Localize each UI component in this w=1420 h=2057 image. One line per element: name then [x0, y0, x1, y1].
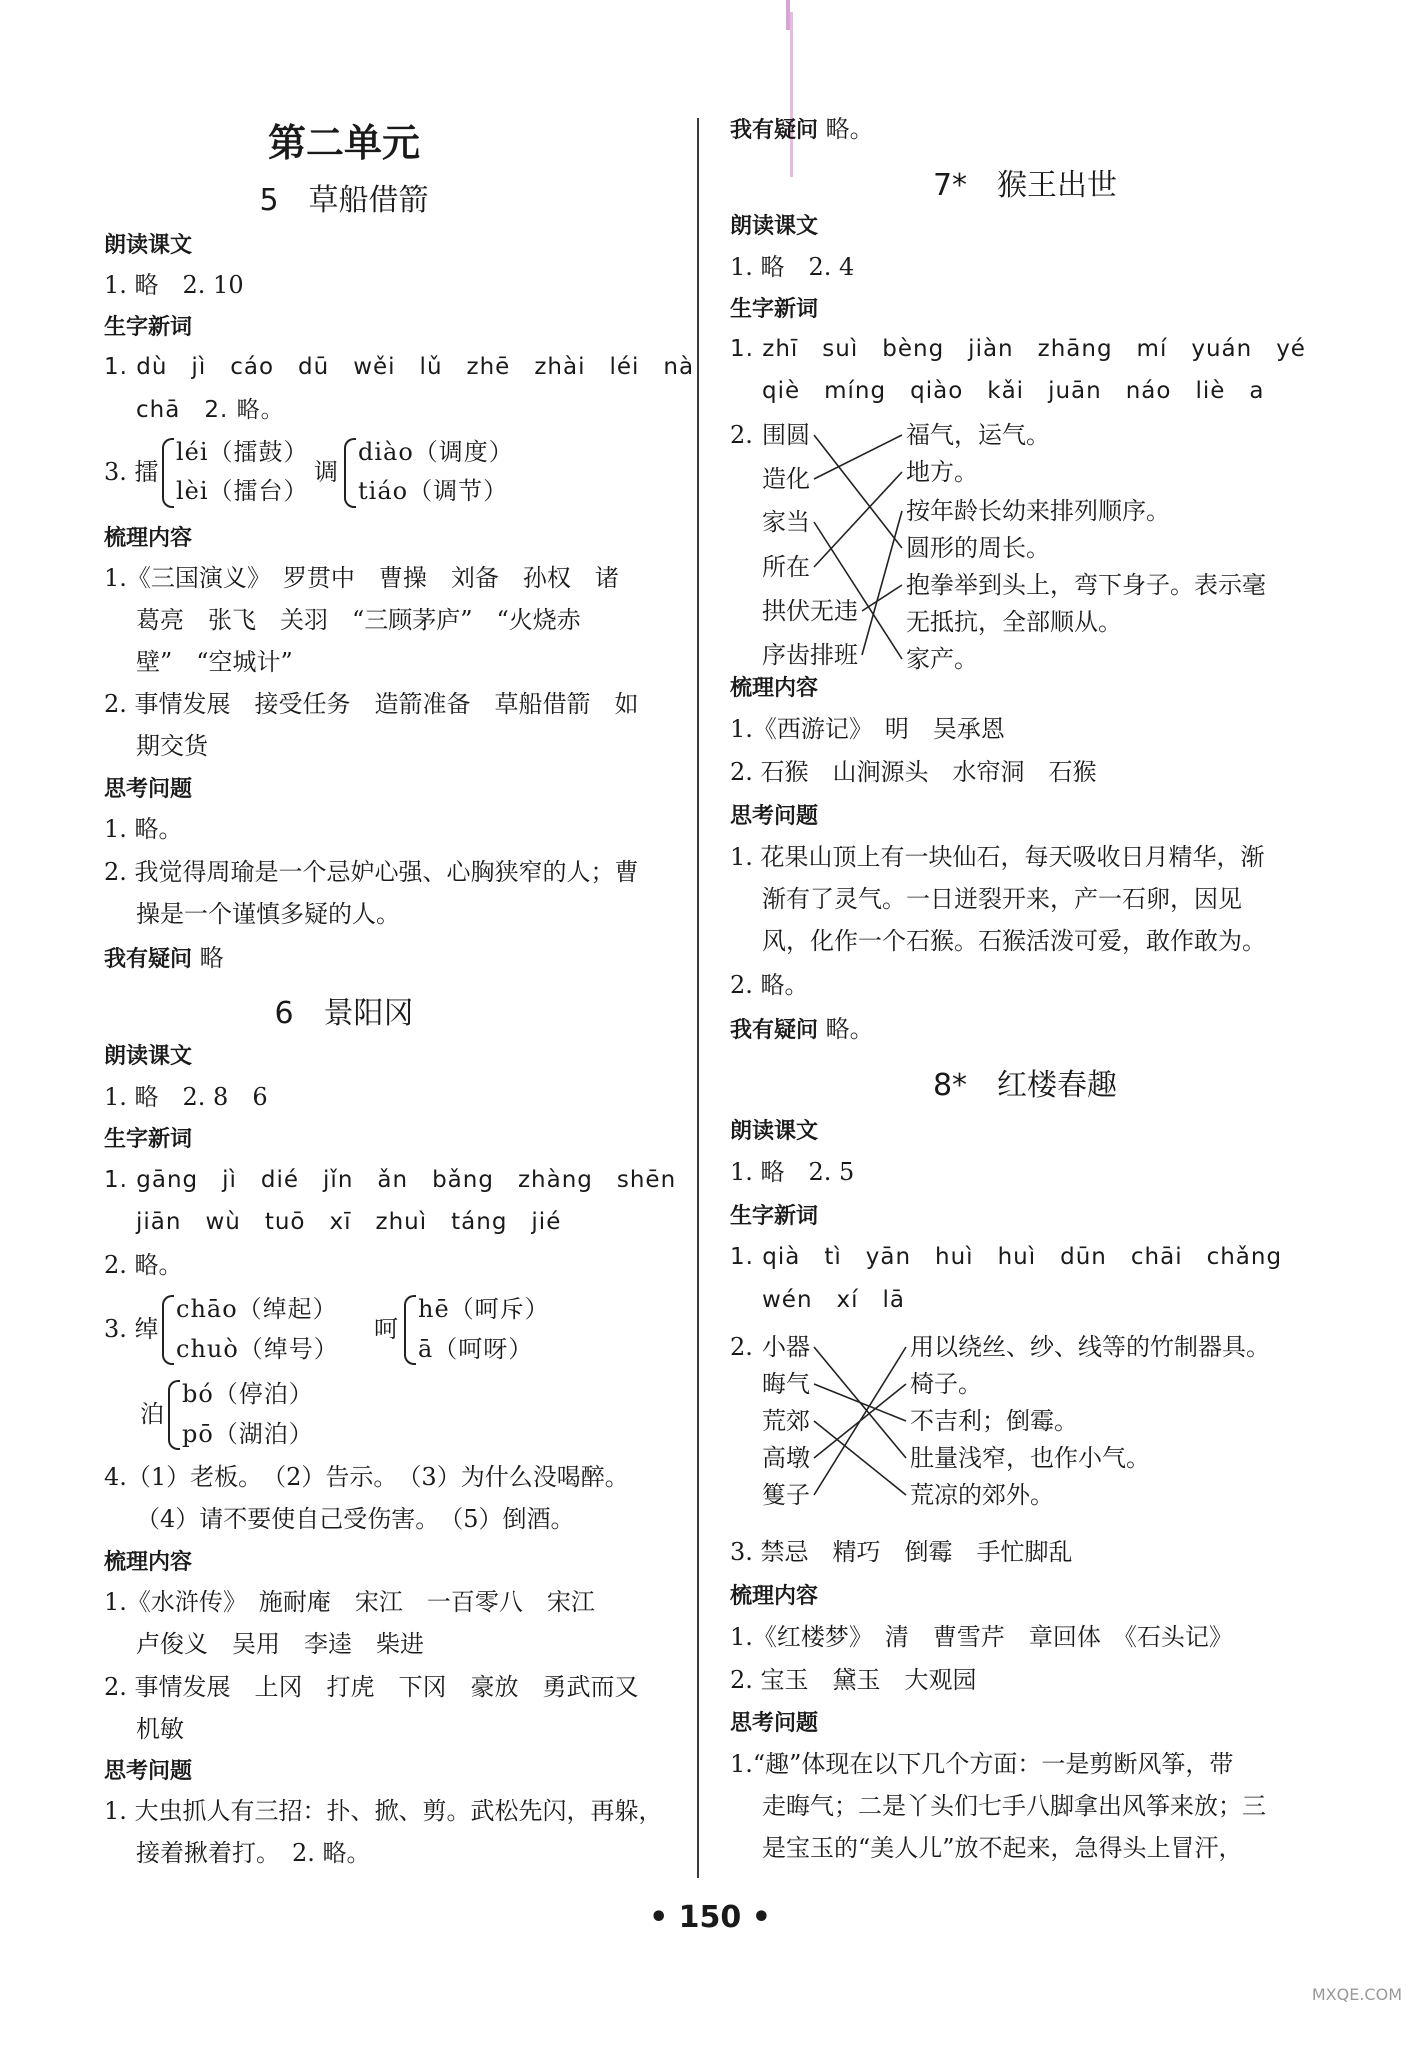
section-heading: 生字新词 — [104, 1127, 193, 1152]
section-heading: 朗读课文 — [104, 233, 193, 258]
answer-line: 期交货 — [136, 732, 208, 760]
lesson-7-title: 7* 猴王出世 — [932, 168, 1118, 203]
answer-line: 卢俊义 吴用 李逵 柴进 — [136, 1630, 424, 1658]
section-heading: 梳理内容 — [104, 1550, 193, 1575]
match-left-item: 围圆 — [762, 421, 810, 449]
match-right-item: 用以绕丝、纱、线等的竹制器具。 — [910, 1333, 1270, 1361]
match-right-item: 荒凉的郊外。 — [910, 1481, 1054, 1509]
polyphone-char: 泊 — [140, 1400, 164, 1428]
section-heading: 梳理内容 — [104, 526, 193, 551]
question-line — [104, 941, 224, 977]
pinyin-line: 1. dù jì cáo dū wěi lǔ zhē zhài léi nà — [104, 354, 695, 380]
match-right-item: 椅子。 — [910, 1370, 982, 1398]
answer-line: 4.（1）老板。 （2）告示。 （3）为什么没喝醉。 — [104, 1463, 629, 1491]
section-heading: 思考问题 — [104, 777, 193, 802]
answer-line: 1. 略 2. 10 — [104, 271, 244, 299]
pinyin-line: wén xí lā — [762, 1287, 906, 1313]
answer-line: 2. 我觉得周瑜是一个忌妒心强、心胸狭窄的人；曹 — [104, 858, 639, 886]
pinyin-line: 1. zhī suì bèng jiàn zhāng mí yuán yé — [730, 336, 1306, 362]
answer-line: 2. 宝玉 黛玉 大观园 — [730, 1666, 977, 1694]
section-heading: 生字新词 — [730, 1204, 819, 1229]
answer-line: 2. 事情发展 上冈 打虎 下冈 豪放 勇武而又 — [104, 1673, 639, 1701]
answer-line: 1.《红楼梦》 清 曹雪芹 章回体 《石头记》 — [730, 1623, 1233, 1651]
answer-line: 1.《西游记》 明 吴承恩 — [730, 715, 1005, 743]
brace-icon — [344, 438, 356, 508]
pinyin-item: diào（调度） — [358, 438, 514, 466]
answer-line: 1. 略 2. 5 — [730, 1158, 855, 1186]
match-line — [814, 1347, 906, 1495]
lesson-6-title: 6 景阳冈 — [274, 996, 414, 1031]
answer-line: 走晦气；二是丫头们七手八脚拿出风筝来放；三 — [762, 1792, 1266, 1820]
brace-icon — [162, 1295, 174, 1365]
pinyin-item: chuò（绰号） — [176, 1335, 339, 1363]
match-left-item: 造化 — [762, 465, 810, 493]
answer-line: （4）请不要使自己受伤害。 （5）倒酒。 — [136, 1505, 575, 1533]
match-left-item: 小器 — [762, 1333, 810, 1361]
section-heading: 思考问题 — [730, 804, 819, 829]
section-heading: 朗读课文 — [104, 1044, 193, 1069]
pinyin-line: qiè míng qiào kǎi juān náo liè a — [762, 378, 1265, 404]
answer-text: 略。 — [825, 1015, 874, 1043]
pinyin-item: chāo（绰起） — [176, 1295, 338, 1323]
item-number: 2. — [730, 1333, 753, 1361]
match-left-item: 篗子 — [762, 1481, 810, 1509]
brace-icon — [168, 1380, 180, 1450]
section-heading: 思考问题 — [730, 1711, 819, 1736]
pinyin-line: jiān wù tuō xī zhuì táng jié — [136, 1209, 562, 1235]
answer-line: 渐有了灵气。一日迸裂开来，产一石卵，因见 — [762, 885, 1242, 913]
match-right-item: 福气，运气。 — [906, 421, 1050, 449]
pinyin-item: hē（呵斥） — [418, 1295, 550, 1323]
watermark-text: MXQE.COM — [1311, 1985, 1402, 2004]
section-heading: 梳理内容 — [730, 676, 819, 701]
answer-line: 1. 花果山顶上有一块仙石，每天吸收日月精华，渐 — [730, 843, 1265, 871]
answer-line: 2. 石猴 山涧源头 水帘洞 石猴 — [730, 758, 1097, 786]
match-right-item: 无抵抗，全部顺从。 — [906, 608, 1122, 636]
lesson-5-title: 5 草船借箭 — [259, 183, 429, 218]
section-heading: 朗读课文 — [730, 1119, 819, 1144]
match-right-item: 肚量浅窄，也作小气。 — [910, 1444, 1150, 1472]
section-heading: 生字新词 — [730, 297, 819, 322]
answer-line: 2. 略。 — [104, 1251, 183, 1279]
polyphone-char: 3. 擂 — [104, 458, 159, 486]
pinyin-line: 1. qià tì yān huì huì dūn chāi chǎng — [730, 1244, 1283, 1270]
polyphone-char: 呵 — [374, 1315, 398, 1343]
answer-text: 略。 — [825, 115, 874, 143]
match-left-item: 晦气 — [762, 1370, 810, 1398]
match-left-item: 家当 — [762, 508, 810, 536]
match-left-item: 高墩 — [762, 1444, 810, 1472]
answer-line: 1. 略。 — [104, 815, 183, 843]
answer-line: 风，化作一个石猴。石猴活泼可爱，敢作敢为。 — [762, 927, 1266, 955]
section-heading: 思考问题 — [104, 1759, 193, 1784]
answer-line: 操是一个谨慎多疑的人。 — [136, 900, 400, 928]
section-heading: 我有疑问 — [730, 1018, 819, 1043]
match-line — [814, 1421, 906, 1495]
answer-line: 葛亮 张飞 关羽 “三顾茅庐” “火烧赤 — [136, 606, 581, 634]
section-heading: 我有疑问 — [104, 947, 193, 972]
match-right-item: 家产。 — [906, 645, 978, 673]
pinyin-item: ā（呵呀） — [418, 1335, 534, 1363]
match-right-item: 圆形的周长。 — [906, 534, 1050, 562]
section-heading: 朗读课文 — [730, 214, 819, 239]
answer-line: 机敏 — [136, 1715, 184, 1743]
answer-line: 接着揪着打。 2. 略。 — [136, 1839, 371, 1867]
pinyin-item: léi（擂鼓） — [176, 438, 309, 466]
pinyin-item: pō（湖泊） — [182, 1420, 314, 1448]
pinyin-line: chā 2. 略。 — [136, 397, 285, 423]
answer-line: 壁” “空城计” — [136, 648, 293, 676]
answer-line: 1.《水浒传》 施耐庵 宋江 一百零八 宋江 — [104, 1588, 595, 1616]
pinyin-item: lèi（擂台） — [176, 477, 309, 505]
answer-line: 1. 略 2. 4 — [730, 253, 855, 281]
answer-line: 是宝玉的“美人儿”放不起来，急得头上冒汗， — [762, 1834, 1243, 1862]
polyphone-char: 3. 绰 — [104, 1315, 159, 1343]
match-left-item: 荒郊 — [762, 1407, 810, 1435]
unit-title: 第二单元 — [267, 121, 420, 165]
pinyin-item: tiáo（调节） — [358, 477, 509, 505]
match-lines — [730, 0, 1320, 1600]
answer-line: 1. 略 2. 8 6 — [104, 1083, 268, 1111]
lesson-8-title: 8* 红楼春趣 — [932, 1068, 1118, 1103]
match-right-item: 抱拳举到头上，弯下身子。表示毫 — [906, 571, 1266, 599]
section-heading: 生字新词 — [104, 315, 193, 340]
answer-line: 2. 略。 — [730, 971, 809, 999]
section-heading: 我有疑问 — [730, 118, 819, 143]
answer-line: 2. 事情发展 接受任务 造箭准备 草船借箭 如 — [104, 690, 639, 718]
pinyin-item: bó（停泊） — [182, 1380, 314, 1408]
page-number: • 150 • — [649, 1900, 771, 1935]
match-left-item: 拱伏无违 — [762, 597, 858, 625]
match-right-item: 按年龄长幼来排列顺序。 — [906, 497, 1170, 525]
brace-icon — [404, 1295, 416, 1365]
brace-icon — [162, 438, 174, 508]
answer-line: 1. 大虫抓人有三招：扑、掀、剪。武松先闪，再躲， — [104, 1797, 663, 1825]
column-divider — [697, 118, 699, 1878]
match-right-item: 地方。 — [906, 458, 978, 486]
answer-text: 略 — [199, 944, 224, 972]
answer-line: 1.“趣”体现在以下几个方面：一是剪断风筝，带 — [730, 1750, 1234, 1778]
section-heading: 梳理内容 — [730, 1584, 819, 1609]
item-number: 2. — [730, 421, 753, 449]
answer-line: 1.《三国演义》 罗贯中 曹操 刘备 孙权 诸 — [104, 564, 619, 592]
polyphone-char: 调 — [314, 458, 338, 486]
match-right-item: 不吉利；倒霉。 — [910, 1407, 1078, 1435]
answer-line: 3. 禁忌 精巧 倒霉 手忙脚乱 — [730, 1538, 1073, 1566]
match-left-item: 序齿排班 — [762, 641, 858, 669]
match-line — [814, 1384, 906, 1421]
pinyin-line: 1. gāng jì dié jǐn ǎn bǎng zhàng shēn — [104, 1167, 677, 1193]
match-left-item: 所在 — [762, 553, 810, 581]
